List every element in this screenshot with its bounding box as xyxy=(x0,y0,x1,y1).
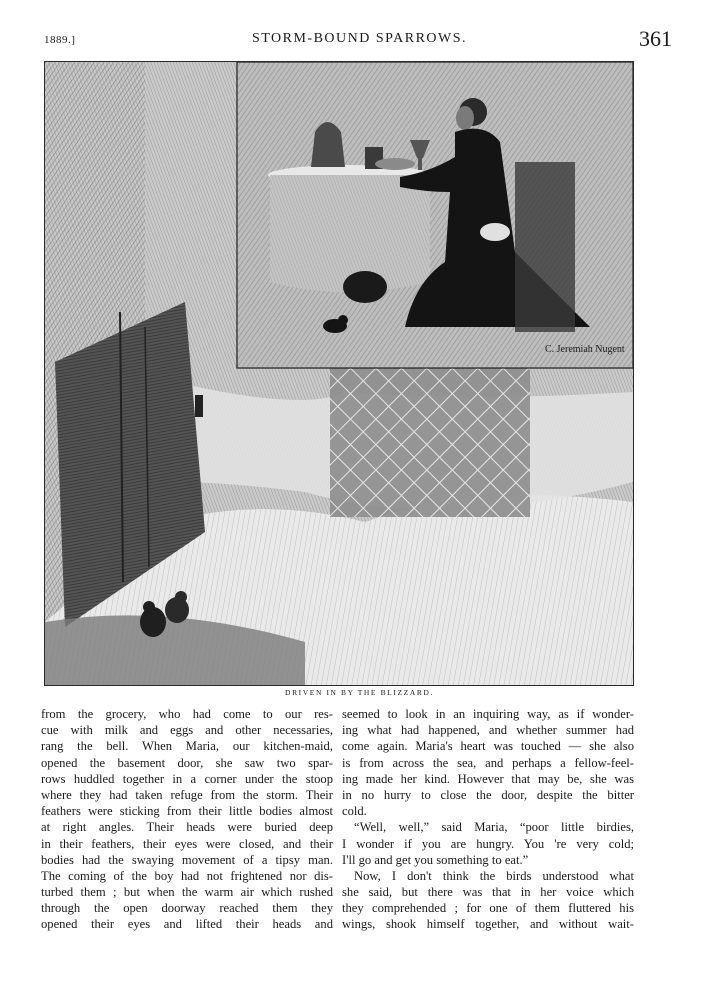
body-column-right xyxy=(342,706,634,933)
text-line: ing made her kind. However that may be, she was xyxy=(342,771,634,786)
text-line: turbed them ; but when the warm air which rushed xyxy=(41,885,333,900)
text-line: rows huddled together in a corner under the stoop xyxy=(41,771,333,786)
text-line: cold. xyxy=(342,804,367,819)
text-line: she said, but there was that in her voice which xyxy=(342,885,634,900)
text-line: come again. Maria's heart was touched — she also xyxy=(342,739,634,754)
text-line: cue with milk and eggs and other necessaries, xyxy=(41,723,333,738)
text-line: wings, shook himself together, and without wait- xyxy=(342,917,634,932)
text-line: rang the bell. When Maria, our kitchen-maid, xyxy=(41,739,333,754)
running-title: STORM-BOUND SPARROWS. xyxy=(251,31,468,46)
text-line: is from across the sea, and perhaps a fellow-feel- xyxy=(342,755,634,770)
header-year: 1889.] xyxy=(44,34,76,46)
engraving-svg xyxy=(45,62,633,685)
page-number: 361 xyxy=(639,26,672,51)
text-line: opened their eyes and lifted their heads and xyxy=(41,917,333,932)
text-line: I wonder if you are hungry. You 're very cold; xyxy=(342,836,634,851)
text-line: opened the basement door, she saw two spar- xyxy=(41,755,333,770)
text-line: from the grocery, who had come to our res- xyxy=(41,707,333,721)
artist-signature: C. Jeremiah Nugent xyxy=(545,344,625,355)
inset-picture xyxy=(237,62,633,368)
text-line: bodies had the swaying movement of a tipsy man. xyxy=(41,852,333,867)
body-column-left xyxy=(41,706,333,933)
illustration-caption: DRIVEN IN BY THE BLIZZARD. xyxy=(285,688,434,697)
text-line: they comprehended ; for one of them fluttered his xyxy=(342,901,634,916)
text-line: I'll go and get you something to eat.” xyxy=(342,852,529,867)
text-line: in their feathers, their eyes were closed, and their xyxy=(41,836,333,851)
text-line: The coming of the boy had not frightened nor dis- xyxy=(41,868,333,883)
text-line: where they had taken refuge from the storm. Their xyxy=(41,787,333,802)
text-line: Now, I don't think the birds understood what xyxy=(354,868,634,883)
engraving-illustration xyxy=(44,61,634,686)
text-line: in no hurry to close the door, despite the bitter xyxy=(342,787,634,802)
text-line: at right angles. Their heads were buried deep xyxy=(41,820,333,835)
text-line: seemed to look in an inquiring way, as if wonder- xyxy=(342,707,634,721)
text-line: feathers were sticking from their little bodies almost xyxy=(41,804,333,819)
text-line: ing what had happened, and whether summer had xyxy=(342,723,634,738)
text-line: “Well, well,” said Maria, “poor little birdies, xyxy=(354,820,634,835)
text-line: through the open doorway reached them they xyxy=(41,901,333,916)
